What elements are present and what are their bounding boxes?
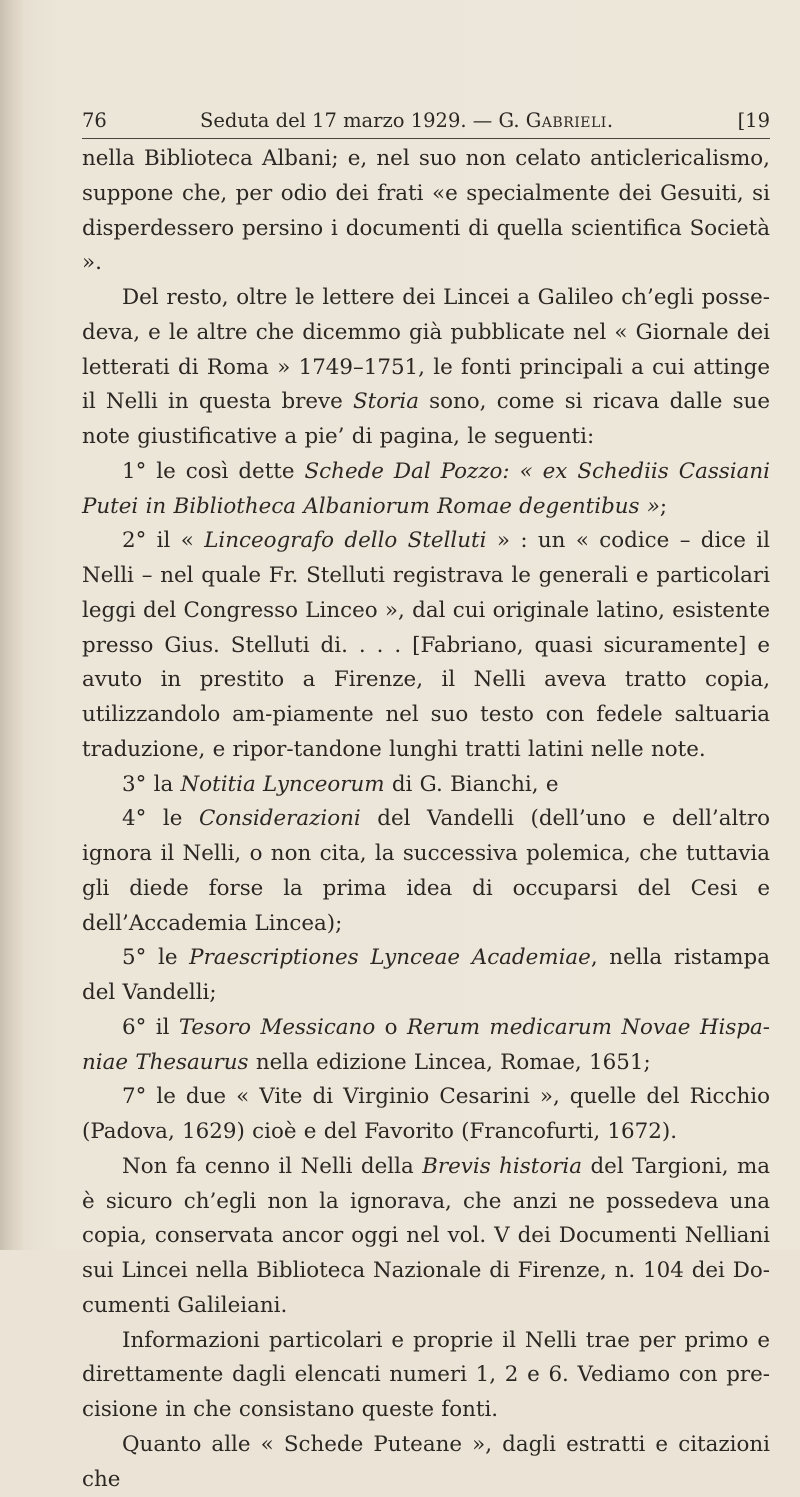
italic-run: Notitia Lynceorum — [180, 771, 385, 797]
text-run: 5° le — [122, 945, 190, 971]
paragraph-p11 — [82, 1324, 770, 1428]
text-run: 6° il — [122, 1014, 179, 1040]
italic-run: Brevis historia — [422, 1153, 583, 1179]
paragraph-p4 — [82, 524, 770, 767]
italic-run: Praescriptiones Lynceae Academiae — [189, 945, 591, 971]
paragraph-p7 — [82, 941, 770, 1011]
text-run: 2° il « — [122, 528, 205, 554]
section-marker: [19 — [737, 109, 770, 132]
text-run: nella Biblioteca Albani; e, nel suo non celato anticlericalismo, suppone che, per odio dei frati «e specialmente dei Gesuiti, si disperdessero persino i documenti di quella scientifica Società ». — [82, 146, 770, 276]
text-run: Informazioni particolari e proprie il Nelli trae per primo e direttamente dagli elencati numeri 1, 2 e 6. Vediamo con pre-cisione in che consistano queste fonti. — [82, 1327, 770, 1422]
text-run: di G. Bianchi, e — [384, 771, 559, 797]
running-head-text: Seduta del 17 marzo 1929. — G. — [200, 109, 526, 132]
paragraph-p1 — [82, 142, 770, 281]
binding-shadow — [0, 0, 24, 1250]
italic-run: Linceografo dello Stelluti — [204, 528, 487, 554]
paragraph-p3 — [82, 455, 770, 525]
text-run: del Targioni, ma è sicuro ch’egli non la ignorava, che anzi ne possedeva una copia, conservata ancor oggi nel vol. V dei Documenti Nelliani sui Lincei nella Biblioteca Nazionale di Firenze, n. 104 dei Do-cumenti Galileiani. — [82, 1153, 770, 1318]
text-run: , nella ristampa del Vandelli; — [82, 945, 770, 1005]
paragraph-p10 — [82, 1150, 770, 1324]
paragraph-p9 — [82, 1080, 770, 1150]
italic-run: Considerazioni — [198, 806, 361, 832]
text-run: 4° le — [122, 806, 199, 832]
text-run: del Vandelli (dell’uno e dell’altro ignora il Nelli, o non cita, la successiva polemica, che tuttavia gli diede forse la prima idea di occuparsi del Cesi e dell’Accademia Lincea); — [82, 806, 770, 936]
running-head-author: Gabrieli. — [525, 109, 614, 132]
text-run: 7° le due « Vite di Virginio Cesarini », quelle del Ricchio (Padova, 1629) cioè e del Favorito (Francofurti, 1672). — [82, 1084, 770, 1144]
text-run: Non fa cenno il Nelli della — [122, 1153, 423, 1179]
text-run: sono, come si ricava dalle sue note giustificative a pie’ di pagina, le seguenti: — [82, 389, 770, 449]
italic-run: Storia — [353, 389, 419, 415]
body-text — [82, 142, 770, 1497]
running-head — [200, 106, 614, 136]
text-run: » : un « codice – dice il Nelli – nel quale Fr. Stelluti registrava le generali e particolari leggi del Congresso Linceo », dal cui originale latino, esistente presso Gius. Stelluti di. . . . [Fabriano, quasi sicuramente] e avuto in prestito a Firenze, il Nelli aveva tratto copia, utilizzandolo am-piamente nel suo testo con fedele saltuaria traduzione, e ripor-tandone lunghi tratti latini nelle note. — [82, 528, 770, 762]
paragraph-p6 — [82, 802, 770, 941]
paragraph-p12 — [82, 1428, 770, 1497]
italic-run: Rerum medicarum Novae Hispa-niae Thesaurus — [82, 1014, 770, 1075]
text-run: 3° la — [122, 771, 181, 797]
italic-run: Tesoro Messicano — [178, 1014, 376, 1040]
text-run: ; — [659, 493, 668, 519]
text-run: Del resto, oltre le lettere dei Lincei a Galileo ch’egli posse-deva, e le altre che dicemmo già pubblicate nel « Giornale dei letterati di Roma » 1749–1751, le fonti principali a cui attinge il Nelli in questa breve — [82, 285, 770, 415]
paragraph-p2 — [82, 281, 770, 455]
text-run: nella edizione Lincea, Romae, 1651; — [248, 1049, 651, 1075]
text-run: Quanto alle « Schede Puteane », dagli estratti e citazioni che — [82, 1431, 770, 1492]
running-header — [82, 106, 770, 136]
paragraph-p5 — [82, 768, 770, 803]
paragraph-p8 — [82, 1011, 770, 1081]
text-run: o — [375, 1014, 407, 1040]
header-rule — [82, 138, 770, 139]
italic-run: Schede Dal Pozzo: « ex Schediis Cassiani Putei in Bibliotheca Albaniorum Romae degentibus » — [82, 458, 770, 519]
text-run: 1° le così dette — [122, 458, 305, 484]
page-number: 76 — [82, 109, 107, 132]
